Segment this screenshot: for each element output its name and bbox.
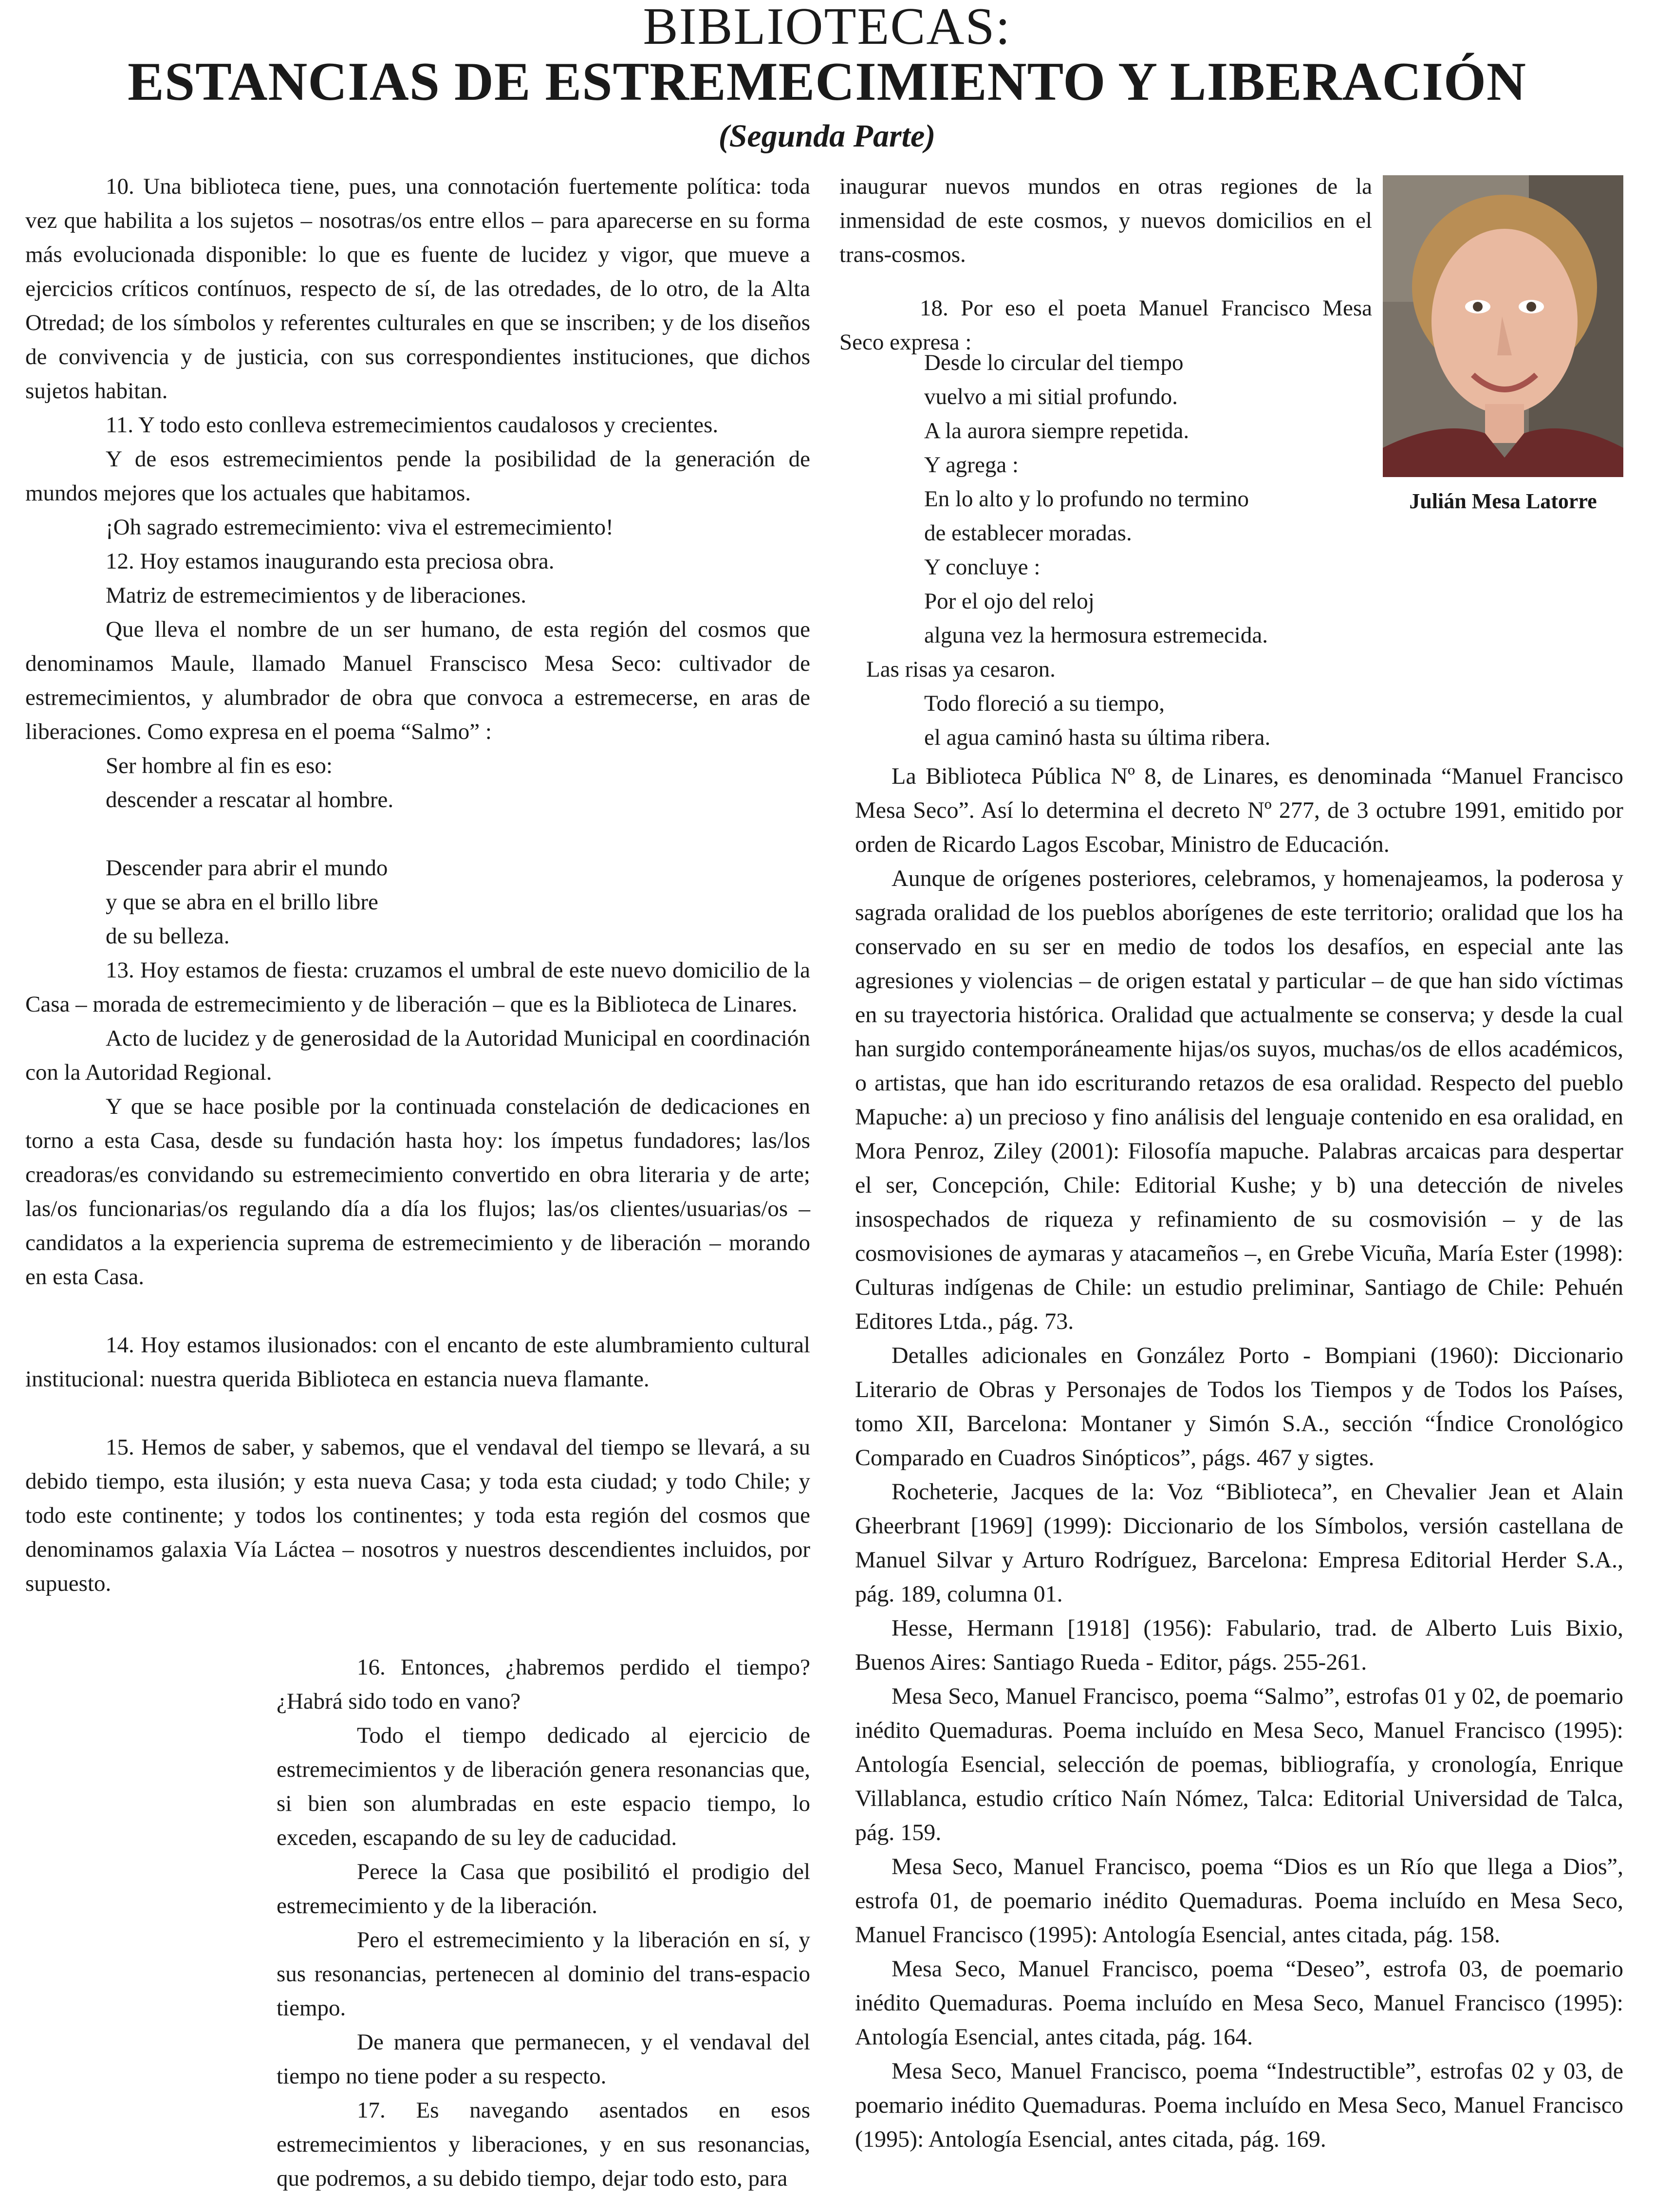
paragraph-16: 16. Entonces, ¿habremos perdido el tiempo? ¿Habrá sido todo en vano? [277,1655,810,1714]
paragraph-14: 14. Hoy estamos ilusionados: con el encanto de este alumbramiento cultural institucional: nuestra querida Biblioteca en estancia nueva flamante. [25,1332,810,1392]
verse-line: de su belleza. [106,923,230,949]
reference-note: Aunque de orígenes posteriores, celebramos, y homenajeamos, la poderosa y sagrada oralidad de los pueblos aborígenes de este territorio; oralidad que los ha conservado en su ser en medio de todos los desafíos, en especial ante las agresiones y violencias – de origen estatal y particular – de que han sido víctimas en su trayectoria histórica. Oralidad que actualmente se conserva; y desde la cual han surgido contemporáneamente hijas/os suyos, muchas/os de ellos académicos, o artistas, que han ido escriturando retazos de esa oralidad. Respecto del pueblo Mapuche: a) un precioso y fino análisis del lenguaje contenido en esa oralidad, en Mora Penroz, Ziley (2001): Filosofía mapuche. Palabras arcaicas para despertar el ser, Concepción, Chile: Editorial Kushe; y b) una detección de niveles insospechados de riqueza y refinamiento de su cosmovisión – y de las cosmovisiones de aymaras y atacameños –, en Grebe Vicuña, María Ester (1998): Culturas indígenas de Chile: un estudio preliminar, Santiago de Chile: Pehuén Editores Ltda., pág. 73. [855,866,1623,1334]
paragraph: Que lleva el nombre de un ser humano, de esta región del cosmos que denominamos Maule, llamado Manuel Franscisco Mesa Seco: cultivador de estremecimientos, y alumbrador de obra que convoca a estremecerse, en aras de liberaciones. Como expresa en el poema “Salmo” : [25,617,810,744]
paragraph: Matriz de estremecimientos y de liberaciones. [106,583,526,608]
author-photo [1383,175,1623,477]
paragraph: De manera que permanecen, y el vendaval del tiempo no tiene poder a su respecto. [277,2029,810,2089]
paragraph-17: 17. Es navegando asentados en esos estremecimientos y liberaciones, y en sus resonancias, que podremos, a su debido tiempo, dejar todo esto, para [277,2098,810,2191]
verse-line: Por el ojo del reloj [924,589,1095,614]
verse-line: Descender para abrir el mundo [106,855,388,881]
paragraph: Todo el tiempo dedicado al ejercicio de estremecimientos y de liberación genera resonancias que, si bien son alumbradas en este espacio tiempo, lo exceden, escapando de su ley de caducidad. [277,1723,810,1850]
verse-line: Y agrega : [924,452,1019,478]
article-subtitle: ESTANCIAS DE ESTREMECIMIENTO Y LIBERACIÓN [128,52,1526,112]
paragraph-11: 11. Y todo esto conlleva estremecimientos caudalosos y crecientes. [106,412,719,438]
paragraph: Pero el estremecimiento y la liberación en sí, y sus resonancias, pertenecen al dominio del trans-espacio tiempo. [277,1927,810,2021]
paragraph: Acto de lucidez y de generosidad de la Autoridad Municipal en coordinación con la Autoridad Regional. [25,1026,810,1085]
paragraph: ¡Oh sagrado estremecimiento: viva el estremecimiento! [106,515,613,540]
references-column [855,759,1623,2157]
poem [839,346,1356,755]
paragraph-18: 18. Por eso el poeta Manuel Francisco Mesa Seco expresa : [839,295,1372,355]
reference-note: La Biblioteca Pública Nº 8, de Linares, es denominada “Manuel Francisco Mesa Seco”. Así lo determina el decreto Nº 277, de 3 octubre 1991, emitido por orden de Ricardo Lagos Escobar, Ministro de Educación. [855,763,1623,857]
paragraph-15: 15. Hemos de saber, y sabemos, que el vendaval del tiempo se llevará, a su debido tiempo, esta ilusión; y esta nueva Casa; y toda esta ciudad; y todo Chile; y todo este continente; y todos los continentes; y toda esta región del cosmos que denominamos galaxia Vía Láctea – nosotros y nuestros descendientes incluidos, por supuesto. [25,1435,810,1596]
reference-note: Mesa Seco, Manuel Francisco, poema “Dios es un Río que llega a Dios”, estrofa 01, de poemario inédito Quemaduras. Poema incluído en Mesa Seco, Manuel Francisco (1995): Antología Esencial, antes citada, pág. 158. [855,1854,1623,1948]
paragraph-13: 13. Hoy estamos de fiesta: cruzamos el umbral de este nuevo domicilio de la Casa – morada de estremecimiento y de liberación – que es la Biblioteca de Linares. [25,958,810,1017]
verse-line: En lo alto y lo profundo no termino [924,486,1249,512]
reference-note: Detalles adicionales en González Porto - Bompiani (1960): Diccionario Literario de Obras y Personajes de Todos los Tiempos y de Todos los Países, tomo XII, Barcelona: Montaner y Simón S.A., sección “Índice Cronológico Comparado en Cuadros Sinópticos”, págs. 467 y sigtes. [855,1343,1623,1471]
reference-note: Mesa Seco, Manuel Francisco, poema “Salmo”, estrofas 01 y 02, de poemario inédito Quemaduras. Poema incluído en Mesa Seco, Manuel Francisco (1995): Antología Esencial, selección de poemas, bibliografía, y cronología, Enrique Villablanca, estudio crítico Naín Nómez, Talca: Editorial Universidad de Talca, pág. 159. [855,1683,1623,1845]
verse-line: y que se abra en el brillo libre [106,889,378,915]
verse-line: Las risas ya cesaron. [866,657,1056,682]
article-part: (Segunda Parte) [718,118,936,154]
verse-line: vuelvo a mi sitial profundo. [924,384,1178,409]
paragraph: Y de esos estremecimientos pende la posibilidad de la generación de mundos mejores que los actuales que habitamos. [25,446,810,506]
left-lower-column [277,1650,810,2195]
reference-note: Rocheterie, Jacques de la: Voz “Biblioteca”, en Chevalier Jean et Alain Gheerbrant [1969] (1999): Diccionario de los Símbolos, versión castellana de Manuel Silvar y Arturo Rodríguez, Barcelona: Empresa Editorial Herder S.A., pág. 189, columna 01. [855,1479,1623,1607]
right-top-column [839,169,1372,359]
verse-line: alguna vez la hermosura estremecida. [924,623,1268,648]
paragraph-10: 10. Una biblioteca tiene, pues, una connotación fuertemente política: toda vez que habilita a los sujetos – nosotras/os entre ellos – para aparecerse en su forma más evolucionada disponible: lo que es fuente de lucidez y vigor, que mueve a ejercicios críticos contínuos, respecto de sí, de las otredades, de lo otro, de la Alta Otredad; de los símbolos y referentes culturales en que se inscriben; y de los diseños de convivencia y de justicia, con sus correspondientes instituciones, que dichos sujetos habitan. [25,174,810,404]
paragraph: Perece la Casa que posibilitó el prodigio del estremecimiento y de la liberación. [277,1859,810,1918]
verse-line: Desde lo circular del tiempo [924,350,1184,375]
left-column [25,169,810,1601]
verse-line: Y concluye : [924,554,1041,580]
photo-caption: Julián Mesa Latorre [1409,489,1597,513]
reference-note: Hesse, Hermann [1918] (1956): Fabulario, trad. de Alberto Luis Bixio, Buenos Aires: Santiago Rueda - Editor, págs. 255-261. [855,1615,1623,1675]
reference-note: Mesa Seco, Manuel Francisco, poema “Deseo”, estrofa 03, de poemario inédito Quemaduras. Poema incluído en Mesa Seco, Manuel Francisco (1995): Antología Esencial, antes citada, pág. 164. [855,1956,1623,2050]
portrait-illustration [1383,175,1623,477]
verse-line: A la aurora siempre repetida. [924,418,1189,443]
verse-line: Todo floreció a su tiempo, [924,691,1165,716]
article-title: BIBLIOTECAS: [643,0,1011,55]
verse-line: Ser hombre al fin es eso: [106,753,333,778]
verse-line: descender a rescatar al hombre. [106,787,394,812]
verse-line: de establecer moradas. [924,520,1132,546]
paragraph: inaugurar nuevos mundos en otras regiones de la inmensidad de este cosmos, y nuevos domicilios en el trans-cosmos. [839,174,1372,267]
paragraph-12: 12. Hoy estamos inaugurando esta preciosa obra. [106,549,555,574]
reference-note: Mesa Seco, Manuel Francisco, poema “Indestructible”, estrofas 02 y 03, de poemario inédito Quemaduras. Poema incluído en Mesa Seco, Manuel Francisco (1995): Antología Esencial, antes citada, pág. 169. [855,2058,1623,2152]
paragraph: Y que se hace posible por la continuada constelación de dedicaciones en torno a esta Casa, desde su fundación hasta hoy: los ímpetus fundadores; las/los creadoras/es convidando su estremecimiento convertido en obra literaria y de arte; las/os funcionarias/os regulando día a día los flujos; las/os clientes/usuarias/os – candidatos a la experiencia suprema de estremecimiento y de liberación – morando en esta Casa. [25,1094,810,1290]
verse-line: el agua caminó hasta su última ribera. [924,725,1271,750]
